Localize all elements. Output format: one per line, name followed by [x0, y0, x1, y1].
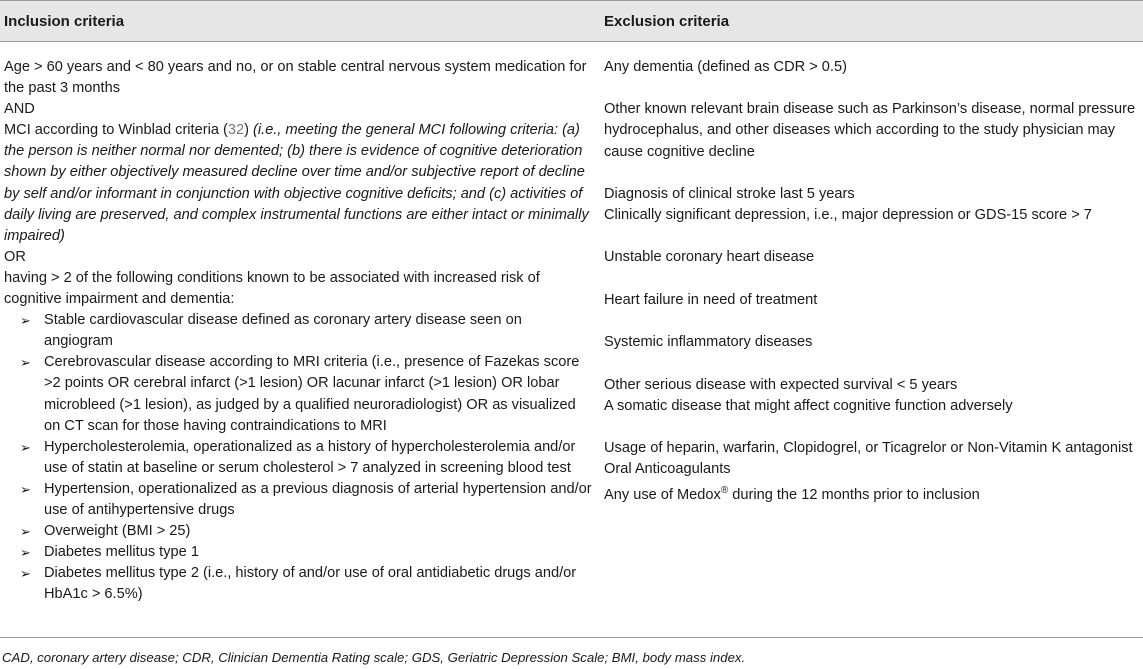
exclusion-item: Usage of heparin, warfarin, Clopidogrel, or Ticagrelor or Non-Vitamin K antagonist Oral Anticoagulants	[604, 440, 1133, 478]
arrow-bullet-icon: ➢	[20, 313, 31, 329]
mci-close: )	[244, 122, 249, 139]
arrow-bullet-icon: ➢	[20, 524, 31, 540]
exclusion-item: A somatic disease that might affect cognitive function adversely	[604, 397, 1013, 414]
arrow-bullet-icon: ➢	[20, 481, 31, 497]
exclusion-item: Any dementia (defined as CDR > 0.5)	[604, 59, 847, 75]
exclusion-item: Diagnosis of clinical stroke last 5 years	[604, 185, 855, 202]
condition-text: Overweight (BMI > 25)	[44, 523, 191, 540]
exclusion-item: Unstable coronary heart disease	[604, 249, 815, 266]
table-footnote: CAD, coronary artery disease; CDR, Clinician Dementia Rating scale; GDS, Geriatric Depression Scale; BMI, body mass index.	[2, 650, 746, 665]
condition-text: Cerebrovascular disease according to MRI criteria (i.e., presence of Fazekas score >2 points OR cerebral infarct (>1 lesion) OR lacunar infarct (>1 lesion) OR lobar microbleed (>1 lesion), as judged by a qualified neuroradiologist) OR as visualized on CT scan for those having contraindications to MRI	[44, 354, 580, 434]
condition-text: Stable cardiovascular disease defined as coronary artery disease seen on angiogram	[44, 312, 522, 350]
conditions-list	[4, 310, 594, 605]
arrow-bullet-icon: ➢	[20, 439, 31, 455]
arrow-bullet-icon: ➢	[20, 545, 31, 561]
table-bottom-rule	[0, 637, 1143, 638]
arrow-bullet-icon: ➢	[20, 355, 31, 371]
reference-link[interactable]: 32	[227, 122, 245, 139]
list-item	[4, 479, 594, 521]
exclusion-item: Other serious disease with expected survival < 5 years	[604, 376, 958, 393]
exclusion-item: Heart failure in need of treatment	[604, 291, 818, 308]
condition-text: Hypertension, operationalized as a previous diagnosis of arterial hypertension and/or use of antihypertensive drugs	[44, 480, 592, 518]
inclusion-and: AND	[4, 101, 35, 118]
inclusion-or: OR	[4, 248, 26, 265]
list-item	[4, 542, 594, 563]
list-item	[4, 437, 594, 479]
exclusion-item-medox	[604, 480, 1139, 506]
list-item	[4, 310, 594, 352]
exclusion-header: Exclusion criteria	[604, 13, 730, 30]
exclusion-column	[604, 57, 1139, 506]
arrow-bullet-icon: ➢	[20, 566, 31, 582]
mci-definition: (i.e., meeting the general MCI following criteria: (a) the person is neither normal nor demented; (b) there is evidence of cognitive deterioration shown by either objectively measured decline over time and/or subjective report of decline by self and/or informant in conjunction with objective cognitive deficits; and (c) activities of daily living are preserved, and complex instrumental functions are either intact or minimally impaired)	[4, 122, 589, 244]
exclusion-item: Systemic inflammatory diseases	[604, 334, 813, 351]
list-item	[4, 521, 594, 542]
medox-text: Any use of Medox	[604, 487, 721, 504]
inclusion-having: having > 2 of the following conditions known to be associated with increased risk of cognitive impairment and dementia:	[4, 269, 540, 308]
condition-text: Hypercholesterolemia, operationalized as a history of hypercholesterolemia and/or use of statin at baseline or serum cholesterol > 7 analyzed in screening blood test	[44, 438, 576, 476]
inclusion-age: Age > 60 years and < 80 years and no, or on stable central nervous system medication for the past 3 months	[4, 59, 587, 97]
inclusion-mci	[4, 120, 594, 247]
inclusion-column	[4, 57, 594, 605]
condition-text: Diabetes mellitus type 2 (i.e., history of and/or use of oral antidiabetic drugs and/or HbA1c > 6.5%)	[44, 565, 577, 603]
list-item	[4, 352, 594, 436]
exclusion-item: Other known relevant brain disease such as Parkinson’s disease, normal pressure hydrocephalus, and other diseases which according to the study physician may cause cognitive decline	[604, 101, 1136, 160]
inclusion-header: Inclusion criteria	[4, 13, 125, 30]
list-item	[4, 563, 594, 605]
medox-text-tail: during the 12 months prior to inclusion	[728, 487, 980, 504]
registered-mark: ®	[720, 485, 729, 497]
table-header	[0, 0, 1143, 42]
condition-text: Diabetes mellitus type 1	[44, 544, 199, 561]
exclusion-item: Clinically significant depression, i.e., major depression or GDS-15 score > 7	[604, 207, 1092, 224]
mci-lead: MCI according to Winblad criteria (	[4, 122, 228, 139]
